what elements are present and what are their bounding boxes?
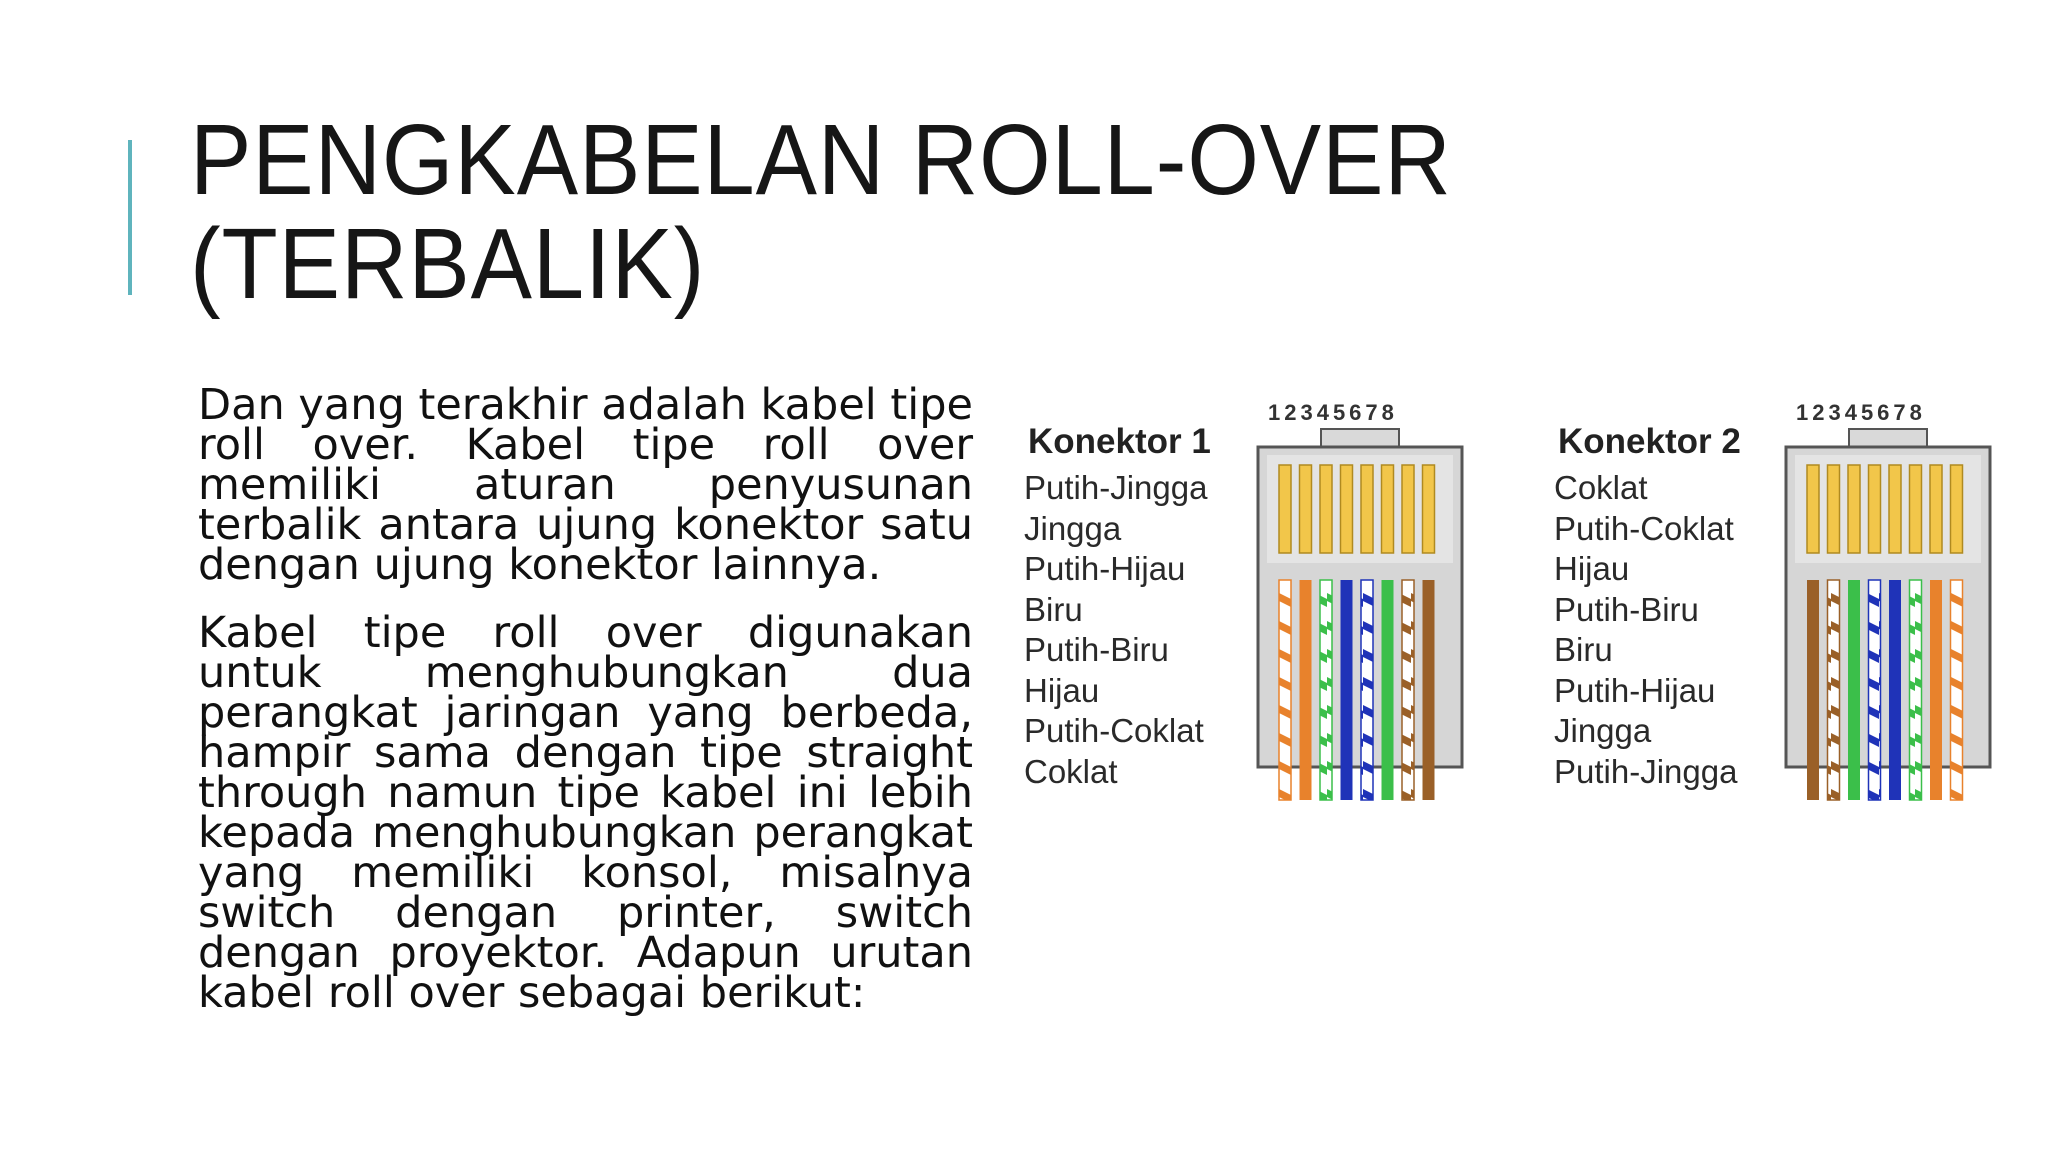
gold-contact xyxy=(1423,465,1435,553)
pin-label: Putih-Biru xyxy=(1554,590,1699,628)
connector-2-pin-list xyxy=(1554,468,1737,792)
gold-contact xyxy=(1320,465,1332,553)
pin-label: Putih-Hijau xyxy=(1554,671,1716,709)
connector-1-pin-list xyxy=(1024,468,1207,792)
pin-label: Putih-Biru xyxy=(1024,631,1169,668)
title-line-2: (TERBALIK) xyxy=(190,208,706,320)
pin-label: Biru xyxy=(1024,590,1083,628)
pin-label: Hijau xyxy=(1024,671,1100,709)
wire-pin-4 xyxy=(1341,580,1353,800)
wire-pin-1 xyxy=(1279,580,1291,800)
pin-label: Coklat xyxy=(1554,469,1648,506)
gold-contact xyxy=(1382,465,1394,553)
wire-pin-8 xyxy=(1423,580,1435,800)
pin-label: Putih-Hijau xyxy=(1024,550,1186,587)
wire-pin-6 xyxy=(1910,580,1922,800)
paragraph-1: Dan yang terakhir adalah kabel tipe roll over. Kabel tipe roll over memiliki aturan penyusunan terbalik antara ujung konektor satu dengan ujung konektor lainnya. xyxy=(198,380,973,590)
wire-pin-7 xyxy=(1930,580,1942,800)
pin-label: Putih-Jingga xyxy=(1554,752,1738,790)
gold-contact xyxy=(1889,465,1901,553)
wire-pin-2 xyxy=(1828,580,1840,800)
wire-pin-5 xyxy=(1361,580,1373,800)
pin-label: Jingga xyxy=(1024,509,1122,547)
rj45-plug-2 xyxy=(1783,425,1993,805)
gold-contact xyxy=(1341,465,1353,553)
connector-1-title: Konektor 1 xyxy=(1028,422,1211,461)
plug-tab xyxy=(1321,429,1399,447)
title-accent-bar xyxy=(128,140,132,295)
wire-pin-2 xyxy=(1300,580,1312,800)
gold-contact xyxy=(1828,465,1840,553)
gold-contact xyxy=(1930,465,1942,553)
gold-contact xyxy=(1402,465,1414,553)
wire-pin-6 xyxy=(1382,580,1394,800)
connector-1-pin-numbers: 12345678 xyxy=(1268,400,1398,425)
wire-pin-4 xyxy=(1869,580,1881,800)
paragraph-2: Kabel tipe roll over digunakan untuk menghubungkan dua perangkat jaringan yang berbeda, hampir sama dengan tipe straight through namun tipe kabel ini lebih kepada menghubungkan perangkat yang memiliki konsol, misalnya switch dengan printer, switch dengan proyektor. Adapun urutan kabel roll over sebagai berikut: xyxy=(198,608,973,1018)
plug-tab xyxy=(1849,429,1927,447)
wire-pin-5 xyxy=(1889,580,1901,800)
slide-title xyxy=(190,104,1478,320)
wire-pin-3 xyxy=(1848,580,1860,800)
pin-label: Putih-Jingga xyxy=(1024,469,1208,506)
gold-contact xyxy=(1869,465,1881,553)
wire-pin-8 xyxy=(1951,580,1963,800)
wire-pin-1 xyxy=(1807,580,1819,800)
rj45-plug-1 xyxy=(1255,425,1465,805)
gold-contact xyxy=(1300,465,1312,553)
body-text xyxy=(198,380,973,1041)
pin-label: Jingga xyxy=(1554,712,1652,749)
pin-label: Hijau xyxy=(1554,550,1630,587)
pin-label: Putih-Coklat xyxy=(1024,712,1204,749)
gold-contact xyxy=(1361,465,1373,553)
pin-label: Putih-Coklat xyxy=(1554,509,1734,547)
wire-pin-3 xyxy=(1320,580,1332,800)
gold-contact xyxy=(1951,465,1963,553)
connector-2-pin-numbers: 12345678 xyxy=(1796,400,1926,425)
gold-contact xyxy=(1910,465,1922,553)
wire-pin-7 xyxy=(1402,580,1414,800)
title-line-1: PENGKABELAN ROLL-OVER xyxy=(190,104,1452,216)
gold-contact xyxy=(1279,465,1291,553)
pin-label: Coklat xyxy=(1024,752,1118,790)
gold-contact xyxy=(1807,465,1819,553)
pin-label: Biru xyxy=(1554,631,1613,668)
gold-contact xyxy=(1848,465,1860,553)
connector-2-title: Konektor 2 xyxy=(1558,422,1741,461)
